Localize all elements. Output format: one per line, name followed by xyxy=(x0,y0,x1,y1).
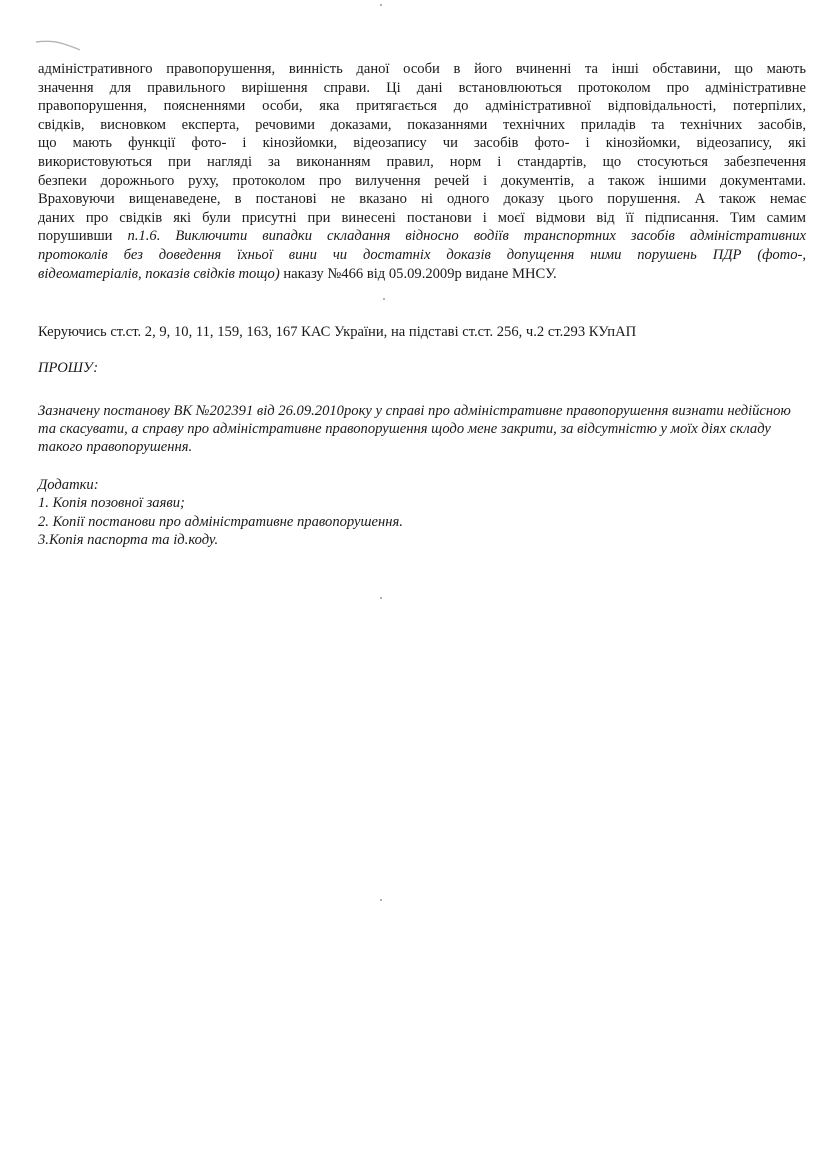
attachments-list xyxy=(38,476,403,549)
paragraph-line: значення для правильного вирішення справи. Ці дані встановлюються протоколом про адміністративне xyxy=(38,79,806,96)
request-text: Зазначену постанову ВК №202391 від 26.09.2010року у справі про адміністративне правопорушення визнати недійсною та скасувати, а справу про адміністративне правопорушення щодо мене закрити, за відсутністю у моїх діях складу такого правопорушення. xyxy=(38,403,791,456)
paragraph-line: адміністративного правопорушення, винність даної особи в його вчиненні та інші обставини, що мають xyxy=(38,61,806,77)
request-heading: ПРОШУ: xyxy=(38,360,99,376)
plain-text: наказу №466 від 05.09.2009р видане МНСУ. xyxy=(279,265,557,282)
italic-citation: п.1.6. Виключити випадки складання відносно водіїв транспортних засобів адміністративних xyxy=(127,228,806,245)
scan-dot xyxy=(380,597,382,599)
attachment-item: 2. Копії постанови про адміністративне правопорушення. xyxy=(38,513,403,530)
main-paragraph xyxy=(38,60,806,283)
attachment-item: 1. Копія позовної заяви; xyxy=(38,495,185,512)
paragraph-line: свідків, висновком експерта, речовими доказами, показаннями технічних приладів та технічних засобів, xyxy=(38,116,806,133)
attachments-title: Додатки: xyxy=(38,477,99,493)
plain-text: порушивши xyxy=(38,228,128,245)
paragraph-line: безпеки дорожнього руху, протоколом про вилучення речей і документів, а також іншими документами. xyxy=(38,172,806,189)
scan-dot xyxy=(383,298,385,300)
scan-artifact xyxy=(34,38,82,52)
scan-dot xyxy=(380,899,382,901)
scan-dot xyxy=(380,4,382,6)
paragraph-line: що мають функції фото- і кінозйомки, відеозапису чи засобів фото- і кінозйомки, відеозапису, які xyxy=(38,135,806,152)
paragraph-line: Враховуючи вищенаведене, в постанові не вказано ні одного доказу цього порушення. А також немає xyxy=(38,191,806,208)
italic-citation: відеоматеріалів, показів свідків тощо) xyxy=(38,265,280,282)
attachment-item: 3.Копія паспорта та ід.коду. xyxy=(38,531,219,548)
paragraph-line-mixed xyxy=(38,265,806,284)
paragraph-line: правопорушення, поясненнями особи, яка притягається до адміністративної відповідальності, потерпілих, xyxy=(38,98,806,115)
italic-citation: протоколів без доведення їхньої вини чи достатніх доказів допущення ними порушень ПДР (фото-, xyxy=(38,246,806,263)
legal-basis: Керуючись ст.ст. 2, 9, 10, 11, 159, 163, 167 КАС України, на підставі ст.ст. 256, ч.2 ст.293 КУпАП xyxy=(38,324,637,340)
paragraph-line: використовуються при нагляді за виконанням правил, норм і стандартів, що стосуються забезпечення xyxy=(38,153,806,170)
paragraph-line-mixed xyxy=(38,227,806,246)
paragraph-line: даних про свідків які були присутні при винесені постанови і моєї відмови від її підписання. Тим самим xyxy=(38,209,806,226)
